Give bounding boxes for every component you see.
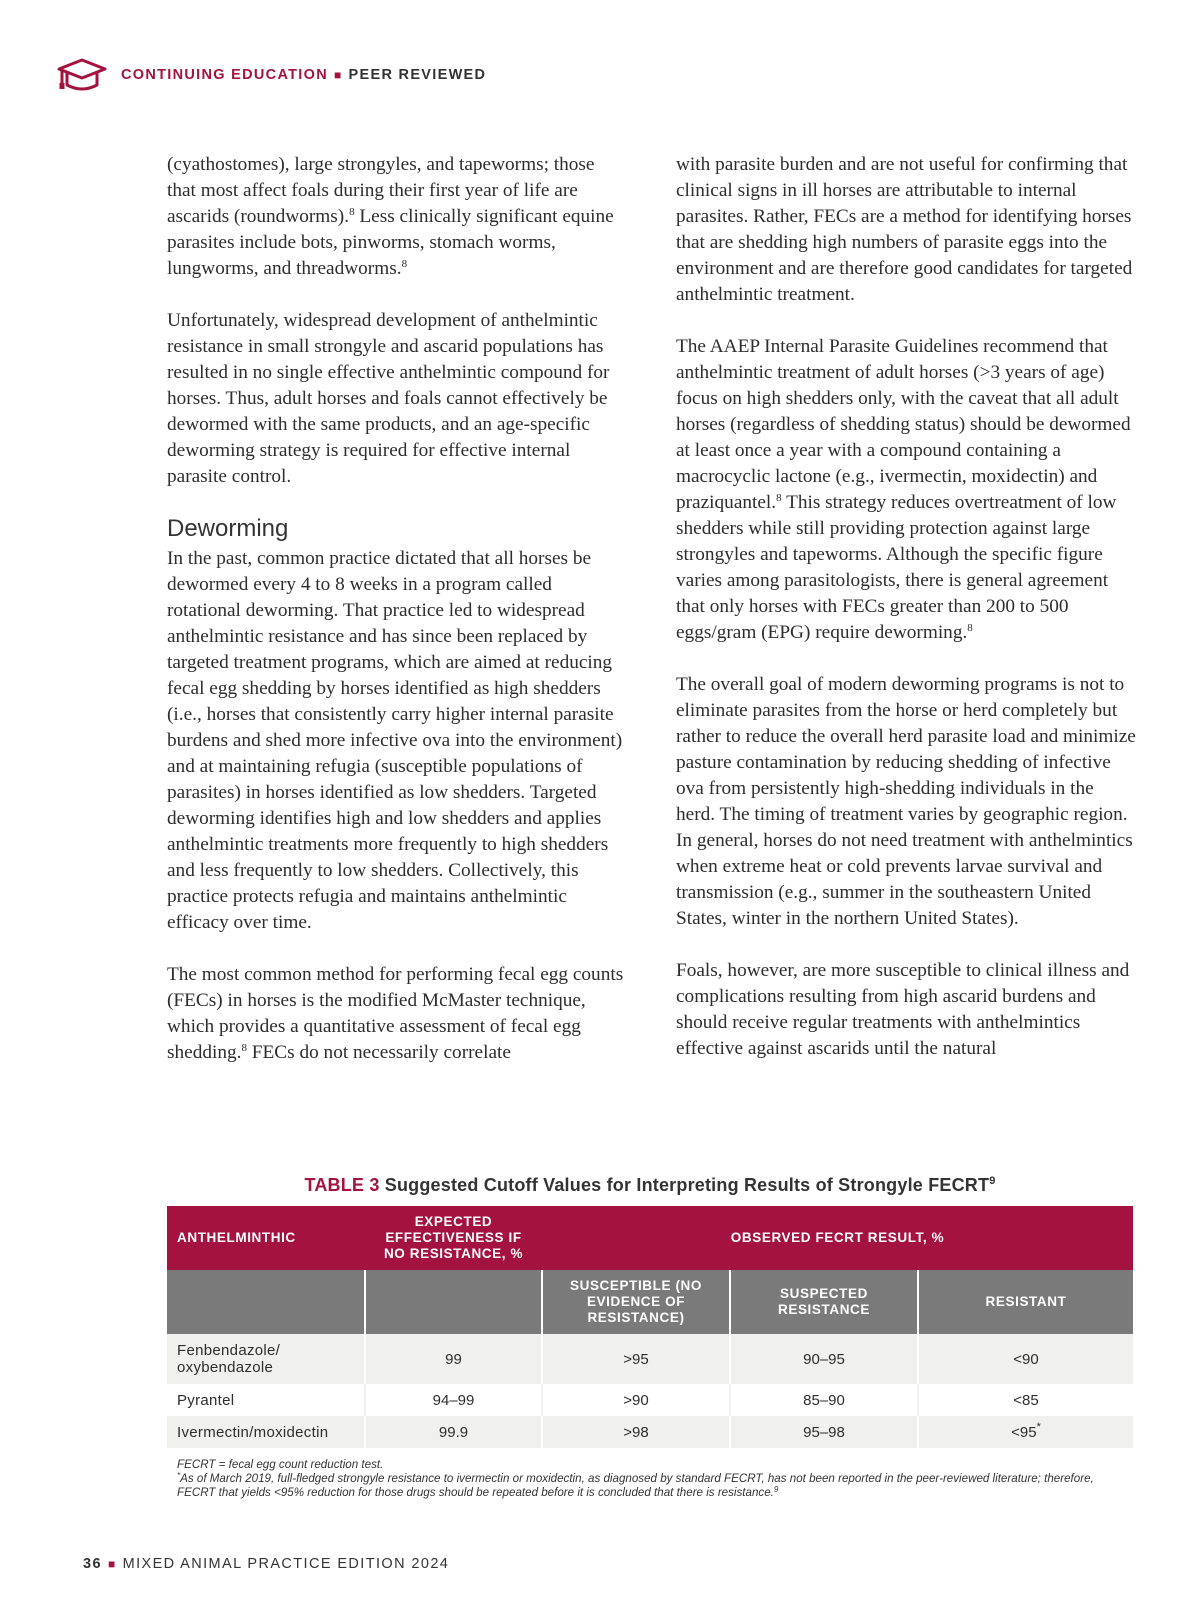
- column-header: ANTHELMINTHIC: [167, 1206, 365, 1270]
- paragraph: In the past, common practice dictated that all horses be dewormed every 4 to 8 weeks in a program called rotational deworming. That practice led to widespread anthelmintic resistance and has since been replaced by targeted treatment programs, which are aimed at reducing fecal egg shedding by horses identified as high shedders (i.e., horses that consistently carry higher internal parasite burdens and shed more infective ova into the environment) and at maintaining refugia (susceptible populations of parasites) in horses identified as low shedders. Targeted deworming identifies high and low shedders and applies anthelmintic treatments more frequently to high shedders and less frequently to low shedders. Collectively, this practice protects refugia and maintains anthelmintic efficacy over time.: [167, 548, 623, 933]
- table-cell: 90–95: [730, 1334, 918, 1384]
- paragraph: [167, 962, 625, 1066]
- table-header-row: [167, 1206, 1133, 1270]
- reference: 8: [349, 206, 355, 218]
- text: The AAEP Internal Parasite Guidelines recommend that anthelmintic treatment of adult horses (>3 years of age) focus on high shedders only, with the caveat that all adult horses (regardless of shedding status) should be dewormed at least once a year with a compound containing a macrocyclic lactone (e.g., ivermectin, moxidectin) and praziquantel.: [676, 336, 1131, 513]
- drug-cell: Fenbendazole/ oxybendazole: [167, 1334, 365, 1384]
- table-cell: 99.9: [365, 1416, 542, 1448]
- column-header: SUSCEPTIBLE (NO EVIDENCE OF RESISTANCE): [542, 1270, 730, 1334]
- reference: 8: [241, 1042, 247, 1054]
- page-number: 36: [83, 1556, 102, 1572]
- column-header: SUSPECTED RESISTANCE: [730, 1270, 918, 1334]
- text: Less clinically significant equine parasites include bots, pinworms, stomach worms, lungworms, and threadworms.: [167, 206, 614, 279]
- table-row: [167, 1416, 1133, 1448]
- table-title-text: Suggested Cutoff Values for Interpreting Results of Strongyle FECRT: [379, 1175, 990, 1195]
- paragraph: Foals, however, are more susceptible to clinical illness and complications resulting from high ascarid burdens and should receive regular treatments with anthelmintics effective against ascarids until the natural: [676, 960, 1130, 1059]
- publication-name: MIXED ANIMAL PRACTICE EDITION 2024: [122, 1556, 450, 1572]
- column-header: RESISTANT: [918, 1270, 1133, 1334]
- right-column: [676, 152, 1136, 1062]
- table-cell: >95: [542, 1334, 730, 1384]
- footnote-mark: *: [177, 1471, 181, 1480]
- table-title: [167, 1175, 1133, 1196]
- drug-cell: Pyrantel: [167, 1384, 365, 1416]
- text: The most common method for performing fecal egg counts (FECs) in horses is the modified McMaster technique, which provides a quantitative assessment of fecal egg shedding.: [167, 964, 624, 1063]
- reference: 9: [773, 1485, 779, 1494]
- table-cell: [918, 1416, 1133, 1448]
- table-cell: <90: [918, 1334, 1133, 1384]
- left-column: [167, 152, 625, 1066]
- paragraph: The overall goal of modern deworming programs is not to eliminate parasites from the horse or herd completely but rather to reduce the overall herd parasite load and minimize pasture contamination by reducing shedding of infective ova from persistently high-shedding individuals in the herd. The timing of treatment varies by geographic region. In general, horses do not need treatment with anthelmintics when extreme heat or cold prevents larvae survival and transmission (e.g., summer in the southeastern United States, winter in the northern United States).: [676, 674, 1136, 929]
- paragraph: [167, 152, 625, 282]
- table-notes: [167, 1458, 1133, 1500]
- table-cell: 94–99: [365, 1384, 542, 1416]
- column-header: EXPECTED EFFECTIVENESS IF NO RESISTANCE, %: [365, 1206, 542, 1270]
- cell-value: <95: [1011, 1423, 1037, 1441]
- table-row: [167, 1384, 1133, 1416]
- section-heading: Deworming: [167, 515, 289, 542]
- page-footer: [83, 1556, 449, 1572]
- page-header: [55, 55, 486, 95]
- table-cell: 99: [365, 1334, 542, 1384]
- table-note: FECRT = fecal egg count reduction test.: [177, 1458, 384, 1471]
- table-cell: 85–90: [730, 1384, 918, 1416]
- column-header: [365, 1270, 542, 1334]
- graduation-cap-icon: [55, 57, 109, 93]
- paragraph: with parasite burden and are not useful for confirming that clinical signs in ill horses are attributable to internal parasites. Rather, FECs are a method for identifying horses that are shedding high numbers of parasite eggs into the environment and are therefore good candidates for targeted anthelmintic treatment.: [676, 154, 1133, 305]
- reference: 8: [967, 622, 973, 634]
- column-header: OBSERVED FECRT RESULT, %: [542, 1206, 1133, 1270]
- reference: 8: [776, 492, 782, 504]
- paragraph: Unfortunately, widespread development of anthelmintic resistance in small strongyle and ascarid populations has resulted in no single effective anthelmintic compound for horses. Thus, adult horses and foals cannot effectively be dewormed with the same products, and an age-specific deworming strategy is required for effective internal parasite control.: [167, 310, 610, 487]
- drug-cell: Ivermectin/moxidectin: [167, 1416, 365, 1448]
- table-3: [167, 1175, 1133, 1500]
- table-label: TABLE 3: [304, 1175, 380, 1195]
- note-text: As of March 2019, full-fledged strongyle resistance to ivermectin or moxidectin, as diagnosed by standard FECRT, has not been reported in the peer-reviewed literature; therefore, FECRT that yields <95% reduction for those drugs should be repeated before it is concluded that there is resistance.: [177, 1472, 1094, 1499]
- header-separator: ■: [333, 68, 343, 82]
- table-cell: >90: [542, 1384, 730, 1416]
- table-note: [177, 1472, 1133, 1500]
- text: (cyathostomes), large strongyles, and tapeworms; those that most affect foals during their first year of life are ascarids (roundworms).: [167, 154, 595, 227]
- header-text: [121, 67, 486, 83]
- paragraph: [676, 334, 1136, 646]
- table-subheader-row: [167, 1270, 1133, 1334]
- footnote-mark: *: [1036, 1420, 1041, 1433]
- footer-separator: ■: [107, 1557, 117, 1571]
- table-cell: >98: [542, 1416, 730, 1448]
- column-header: [167, 1270, 365, 1334]
- cutoff-table: [167, 1206, 1133, 1448]
- reference: 9: [989, 1175, 996, 1187]
- text: FECs do not necessarily correlate: [246, 1042, 511, 1063]
- table-cell: <85: [918, 1384, 1133, 1416]
- table-cell: 95–98: [730, 1416, 918, 1448]
- text: This strategy reduces overtreatment of low shedders while still providing protection against large strongyles and tapeworms. Although the specific figure varies among parasitologists, there is general agreement that only horses with FECs greater than 200 to 500 eggs/gram (EPG) require deworming.: [676, 492, 1117, 643]
- peer-reviewed-label: PEER REVIEWED: [348, 67, 487, 83]
- section-label: CONTINUING EDUCATION: [121, 67, 328, 83]
- table-row: [167, 1334, 1133, 1384]
- reference: 8: [401, 258, 408, 270]
